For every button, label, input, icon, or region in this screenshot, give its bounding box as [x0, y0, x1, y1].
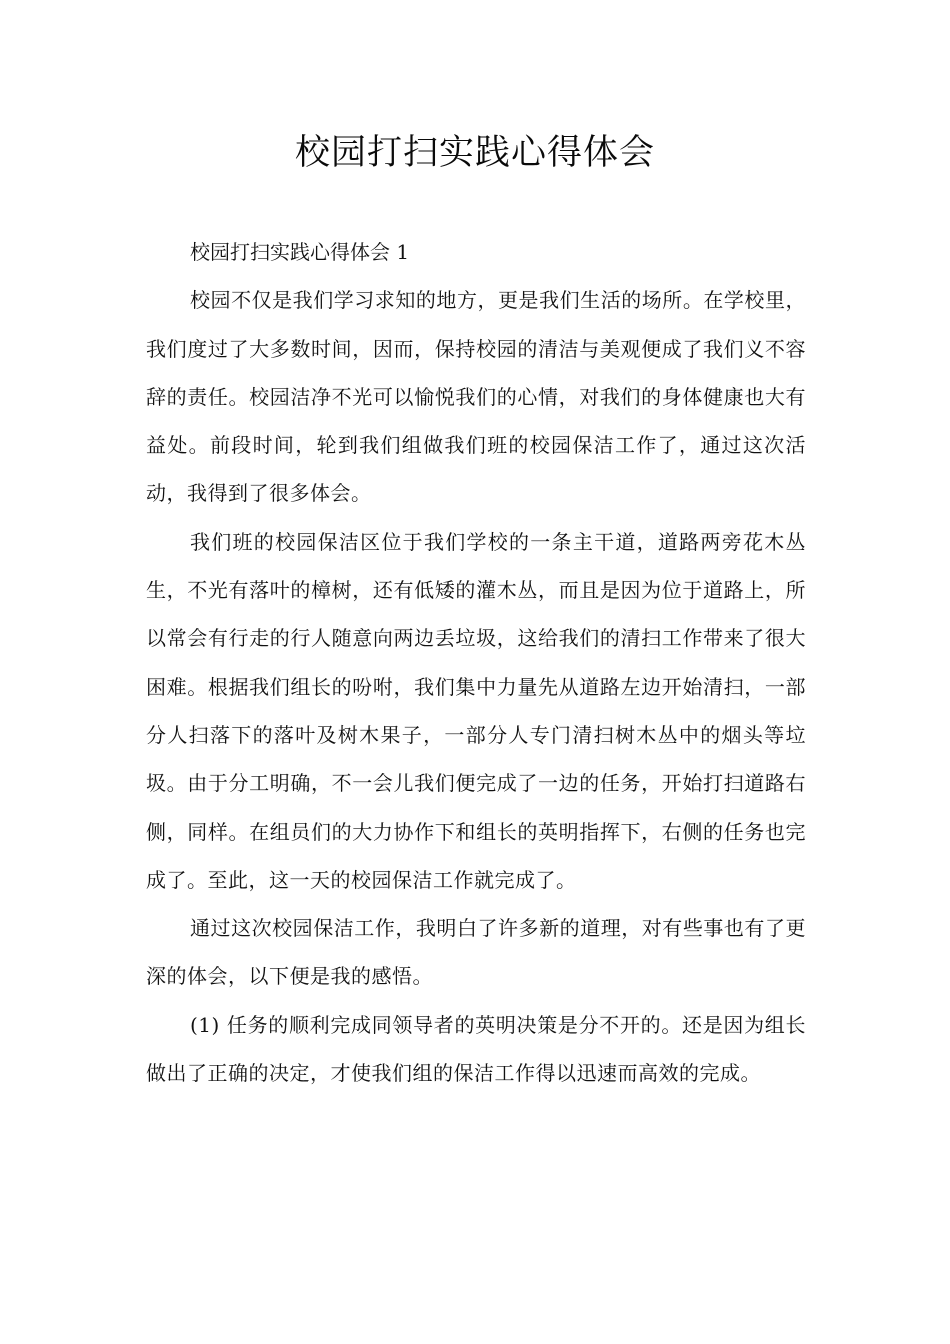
paragraph-point-1: (1) 任务的顺利完成同领导者的英明决策是分不开的。还是因为组长做出了正确的决定，才使我们组的保洁工作得以迅速而高效的完成。 — [146, 1012, 806, 1086]
paragraph-reflection: 通过这次校园保洁工作，我明白了许多新的道理，对有些事也有了更深的体会，以下便是我的感悟。 — [146, 916, 806, 989]
paragraph-cleaning-area: 我们班的校园保洁区位于我们学校的一条主干道，道路两旁花木丛生，不光有落叶的樟树，还有低矮的灌木丛，而且是因为位于道路上，所以常会有行走的行人随意向两边丢垃圾，这给我们的清扫工作带来了很大困难。根据我们组长的吩咐，我们集中力量先从道路左边开始清扫，一部分人扫落下的落叶及树木果子，一部分人专门清扫树木丛中的烟头等垃圾。由于分工明确，不一会儿我们便完成了一边的任务，开始打扫道路右侧，同样。在组员们的大力协作下和组长的英明指挥下，右侧的任务也完成了。至此，这一天的校园保洁工作就完成了。 — [146, 529, 806, 892]
document-title: 校园打扫实践心得体会 — [294, 133, 655, 173]
document-body — [146, 228, 806, 1097]
paragraph-intro: 校园不仅是我们学习求知的地方，更是我们生活的场所。在学校里，我们度过了大多数时间，因而，保持校园的清洁与美观便成了我们义不容辞的责任。校园洁净不光可以愉悦我们的心情，对我们的身体健康也大有益处。前段时间，轮到我们组做我们班的校园保洁工作了，通过这次活动，我得到了很多体会。 — [146, 288, 806, 506]
section-heading: 校园打扫实践心得体会 1 — [190, 240, 410, 264]
